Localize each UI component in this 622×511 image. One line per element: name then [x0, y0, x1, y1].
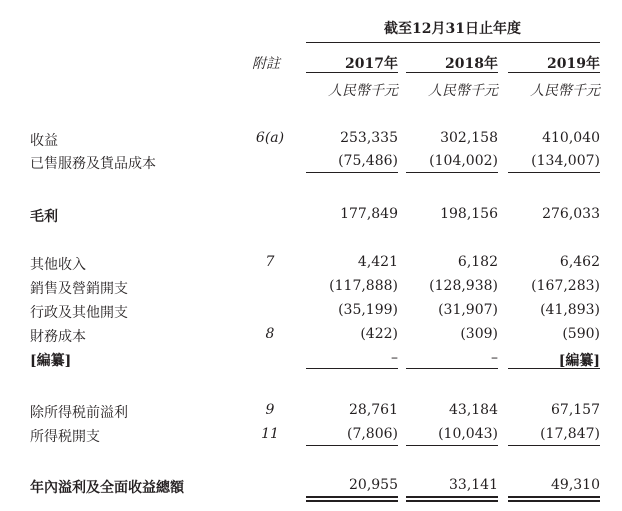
total-double-line-2019-bottom — [508, 500, 600, 502]
row-value-cost-of-sales-2017: (75,486) — [338, 153, 398, 169]
unit-2018: 人民幣千元 — [428, 83, 498, 99]
row-label-total-comprehensive-income: 年內溢利及全面收益總額 — [30, 480, 184, 496]
row-value-revenue-2019: 410,040 — [542, 130, 600, 146]
total-double-line-2018-bottom — [406, 500, 498, 502]
row-value-total-2018: 33,141 — [449, 477, 498, 493]
total-double-line-2019-top — [508, 496, 600, 498]
row-label-redacted: [編纂] — [30, 353, 72, 369]
row-label-gross-profit: 毛利 — [30, 209, 58, 225]
row-value-other-income-2019: 6,462 — [559, 254, 600, 270]
row-value-profit-before-tax-2019: 67,157 — [551, 402, 600, 418]
row-note-other-income: 7 — [265, 254, 275, 270]
year-2017-heading: 2017年 — [345, 56, 398, 72]
unit-2019: 人民幣千元 — [530, 83, 600, 99]
row-value-revenue-2017: 253,335 — [340, 130, 398, 146]
row-value-finance-costs-2019: (590) — [562, 326, 600, 342]
unit-2017: 人民幣千元 — [328, 83, 398, 99]
row-note-revenue: 6(a) — [255, 130, 285, 146]
subtotal-line-2018-b — [406, 368, 498, 369]
subtotal-line-2017-b — [306, 368, 398, 369]
total-double-line-2017-top — [306, 496, 398, 498]
row-value-redacted-2019: [編纂] — [558, 353, 600, 369]
row-value-total-2019: 49,310 — [551, 477, 600, 493]
row-label-finance-costs: 財務成本 — [30, 329, 86, 345]
subtotal-line-2018-c — [406, 445, 498, 446]
row-label-income-tax: 所得税開支 — [30, 429, 100, 445]
row-value-selling-expenses-2018: (128,938) — [429, 278, 498, 294]
period-heading: 截至12月31日止年度 — [384, 21, 521, 37]
row-value-income-tax-2018: (10,043) — [438, 426, 498, 442]
row-value-admin-expenses-2018: (31,907) — [438, 302, 498, 318]
note-column-heading: 附註 — [252, 56, 280, 72]
row-label-revenue: 收益 — [30, 133, 58, 149]
row-value-selling-expenses-2019: (167,283) — [531, 278, 600, 294]
row-note-income-tax: 11 — [261, 426, 279, 442]
total-double-line-2017-bottom — [306, 500, 398, 502]
row-value-revenue-2018: 302,158 — [440, 130, 498, 146]
row-label-other-income: 其他收入 — [30, 257, 86, 273]
row-value-admin-expenses-2019: (41,893) — [540, 302, 600, 318]
row-value-profit-before-tax-2017: 28,761 — [349, 402, 398, 418]
row-value-other-income-2018: 6,182 — [457, 254, 498, 270]
subtotal-line-2017-c — [306, 445, 398, 446]
row-value-income-tax-2017: (7,806) — [346, 426, 398, 442]
year-2019-underline — [508, 72, 600, 73]
row-value-total-2017: 20,955 — [349, 477, 398, 493]
year-2017-underline — [306, 72, 398, 73]
year-2019-heading: 2019年 — [547, 56, 600, 72]
row-value-cost-of-sales-2019: (134,007) — [531, 153, 600, 169]
subtotal-line-2019 — [508, 172, 600, 173]
row-note-profit-before-tax: 9 — [265, 402, 275, 418]
subtotal-line-2018 — [406, 172, 498, 173]
subtotal-line-2019-b — [508, 368, 600, 369]
year-2018-underline — [406, 72, 498, 73]
subtotal-line-2019-c — [508, 445, 600, 446]
subtotal-line-2017 — [306, 172, 398, 173]
row-value-other-income-2017: 4,421 — [357, 254, 398, 270]
row-value-finance-costs-2018: (309) — [460, 326, 498, 342]
period-underline — [306, 42, 600, 43]
row-value-income-tax-2019: (17,847) — [540, 426, 600, 442]
row-label-profit-before-tax: 除所得税前溢利 — [30, 405, 128, 421]
row-label-admin-expenses: 行政及其他開支 — [30, 305, 128, 321]
row-label-selling-expenses: 銷售及營銷開支 — [30, 281, 128, 297]
row-value-admin-expenses-2017: (35,199) — [338, 302, 398, 318]
row-label-cost-of-sales: 已售服務及貨品成本 — [30, 156, 156, 172]
row-value-gross-profit-2019: 276,033 — [542, 206, 600, 222]
row-value-finance-costs-2017: (422) — [360, 326, 398, 342]
row-value-gross-profit-2017: 177,849 — [340, 206, 398, 222]
total-double-line-2018-top — [406, 496, 498, 498]
row-note-finance-costs: 8 — [265, 326, 275, 342]
row-value-redacted-2017: – — [391, 350, 398, 366]
row-value-gross-profit-2018: 198,156 — [440, 206, 498, 222]
row-value-selling-expenses-2017: (117,888) — [329, 278, 398, 294]
row-value-cost-of-sales-2018: (104,002) — [429, 153, 498, 169]
row-value-profit-before-tax-2018: 43,184 — [449, 402, 498, 418]
year-2018-heading: 2018年 — [445, 56, 498, 72]
row-value-redacted-2018: – — [491, 350, 498, 366]
